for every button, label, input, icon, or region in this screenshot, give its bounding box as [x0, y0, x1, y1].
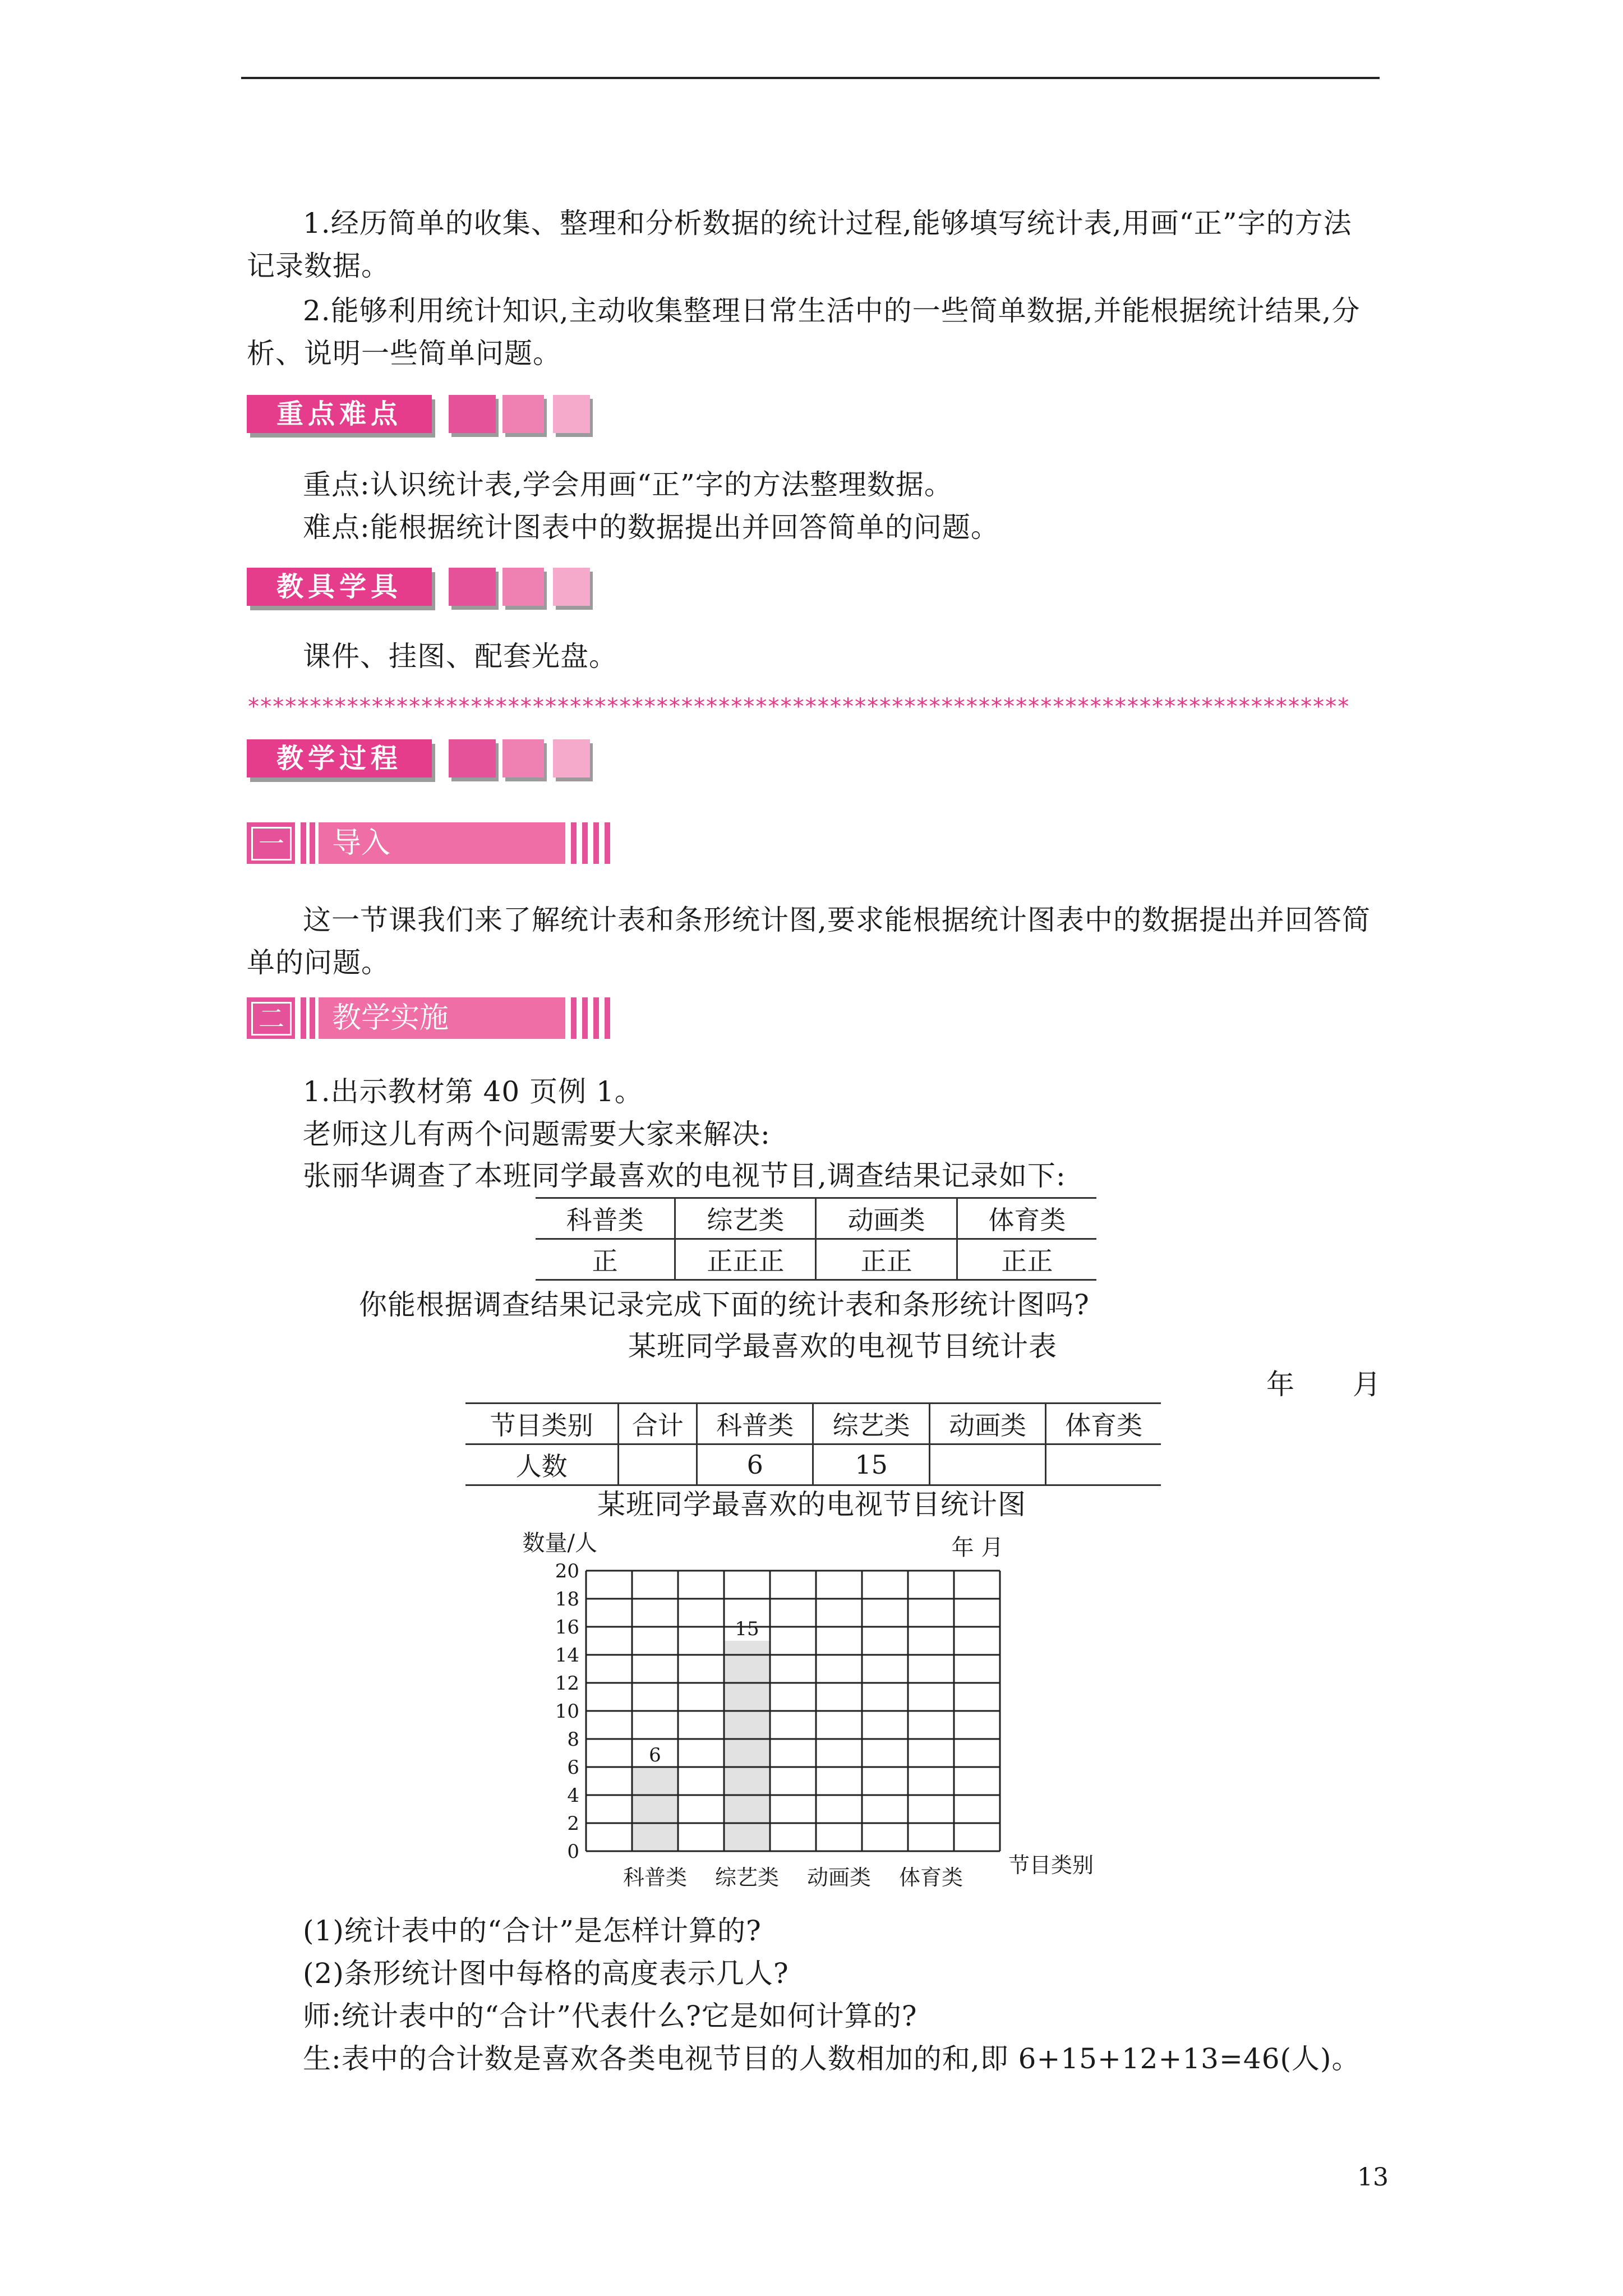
stat-header: 动画类	[929, 1404, 1045, 1444]
chart-tick-label: 16	[555, 1616, 579, 1639]
stat-table	[465, 1402, 1161, 1486]
chart-category-label: 动画类	[806, 1865, 872, 1890]
tally-header: 综艺类	[675, 1198, 816, 1239]
decor-square	[553, 568, 590, 606]
question-2: (2)条形统计图中每格的高度表示几人?	[303, 1957, 789, 1990]
part-number: 一	[251, 827, 292, 861]
objective-2-line1: 2.能够利用统计知识,主动收集整理日常生活中的一些简单数据,并能根据统计结果,分	[303, 295, 1361, 327]
part-number-box	[247, 997, 295, 1039]
stat-header: 综艺类	[813, 1404, 929, 1444]
stat-cell: 人数	[465, 1444, 619, 1485]
example-ref: 1.出示教材第 40 页例 1。	[303, 1075, 643, 1108]
chart-title: 某班同学最喜欢的电视节目统计图	[597, 1488, 1026, 1521]
tally-mark: 正正	[816, 1239, 957, 1280]
objective-1-line1: 1.经历简单的收集、整理和分析数据的统计过程,能够填写统计表,用画“正”字的方法	[303, 207, 1352, 240]
stat-header: 合计	[619, 1404, 697, 1444]
section-process-label: 教学过程	[247, 739, 432, 777]
decor-square	[502, 568, 544, 606]
chart-data-label: 6	[649, 1744, 661, 1766]
section-tools-label: 教具学具	[247, 568, 432, 606]
decor-strip	[571, 822, 577, 864]
chart-tick-label: 6	[567, 1756, 579, 1779]
stat-header: 科普类	[697, 1404, 813, 1444]
decor-strip	[582, 997, 588, 1039]
decor-strip	[571, 997, 577, 1039]
intro-line2: 单的问题。	[247, 946, 390, 979]
decor-square	[502, 739, 544, 777]
chart-tick-label: 8	[567, 1728, 579, 1751]
decor-strip	[310, 822, 315, 864]
decor-square	[449, 395, 496, 433]
part-1-header	[247, 822, 617, 864]
part-title: 教学实施	[319, 997, 565, 1039]
tally-header: 科普类	[536, 1198, 675, 1239]
header-rule	[241, 77, 1380, 79]
part-number: 二	[251, 1002, 292, 1036]
teacher-intro: 老师这儿有两个问题需要大家来解决:	[303, 1118, 771, 1151]
decor-strip	[593, 997, 599, 1039]
chart-bar	[724, 1641, 770, 1851]
part-number-box	[247, 822, 295, 864]
stat-header: 体育类	[1046, 1404, 1161, 1444]
stat-cell: 15	[813, 1444, 929, 1485]
chart-category-label: 体育类	[898, 1865, 963, 1890]
chart-tick-label: 2	[567, 1812, 579, 1835]
bar-chart	[505, 1515, 1122, 1907]
chart-tick-label: 4	[567, 1784, 579, 1807]
teacher-line: 师:统计表中的“合计”代表什么?它是如何计算的?	[303, 2000, 917, 2032]
date-year: 年	[1266, 1368, 1295, 1401]
tally-header: 动画类	[816, 1198, 957, 1239]
chart-category-label: 科普类	[623, 1865, 688, 1890]
decor-strip	[310, 997, 315, 1039]
stat-table-title: 某班同学最喜欢的电视节目统计表	[628, 1330, 1057, 1363]
decor-strip	[301, 822, 306, 864]
decor-square	[553, 739, 590, 777]
student-line: 生:表中的合计数是喜欢各类电视节目的人数相加的和,即 6+15+12+13=46(人)。	[303, 2042, 1361, 2075]
focus-text: 重点:认识统计表,学会用画“正”字的方法整理数据。	[303, 468, 953, 501]
part-title: 导入	[319, 822, 565, 864]
question-1: (1)统计表中的“合计”是怎样计算的?	[303, 1915, 762, 1947]
decor-square	[449, 739, 496, 777]
decor-square	[449, 568, 496, 606]
chart-y-axis-label: 数量/人	[522, 1530, 597, 1556]
decor-square	[502, 395, 544, 433]
tally-mark: 正正	[957, 1239, 1096, 1280]
chart-tick-label: 0	[567, 1841, 579, 1863]
stat-cell	[929, 1444, 1045, 1485]
survey-intro: 张丽华调查了本班同学最喜欢的电视节目,调查结果记录如下:	[303, 1159, 1066, 1192]
decor-strip	[605, 822, 610, 864]
stat-cell: 6	[697, 1444, 813, 1485]
page-number: 13	[1357, 2163, 1389, 2192]
tools-text: 课件、挂图、配套光盘。	[303, 640, 617, 673]
date-month: 月	[1353, 1368, 1381, 1401]
tally-mark: 正	[536, 1239, 675, 1280]
objective-1-line2: 记录数据。	[247, 250, 390, 282]
chart-tick-label: 10	[555, 1700, 579, 1723]
stat-cell	[1046, 1444, 1161, 1485]
chart-data-label: 15	[735, 1618, 759, 1640]
decor-strip	[582, 822, 588, 864]
chart-tick-label: 18	[555, 1588, 579, 1611]
chart-category-label: 综艺类	[714, 1865, 780, 1890]
stat-header: 节目类别	[465, 1404, 619, 1444]
chart-tick-label: 20	[555, 1560, 579, 1582]
tally-mark: 正正正	[675, 1239, 816, 1280]
stat-cell	[619, 1444, 697, 1485]
tally-table	[536, 1197, 1096, 1281]
intro-line1: 这一节课我们来了解统计表和条形统计图,要求能根据统计图表中的数据提出并回答简	[303, 904, 1371, 936]
chart-date-label: 年 月	[951, 1535, 1004, 1561]
chart-x-axis-label: 节目类别	[1008, 1853, 1094, 1878]
decor-strip	[593, 822, 599, 864]
question-text: 你能根据调查结果记录完成下面的统计表和条形统计图吗?	[359, 1289, 1090, 1321]
chart-tick-label: 14	[555, 1644, 579, 1667]
star-divider: *****************************************************************************************	[247, 696, 1349, 718]
decor-strip	[605, 997, 610, 1039]
decor-strip	[301, 997, 306, 1039]
part-2-header	[247, 997, 617, 1039]
tally-header: 体育类	[957, 1198, 1096, 1239]
decor-square	[553, 395, 590, 433]
section-key-points-label: 重点难点	[247, 395, 432, 433]
objective-2-line2: 析、说明一些简单问题。	[247, 337, 561, 370]
difficulty-text: 难点:能根据统计图表中的数据提出并回答简单的问题。	[303, 511, 999, 544]
chart-tick-label: 12	[555, 1672, 579, 1695]
chart-bar	[632, 1767, 678, 1851]
